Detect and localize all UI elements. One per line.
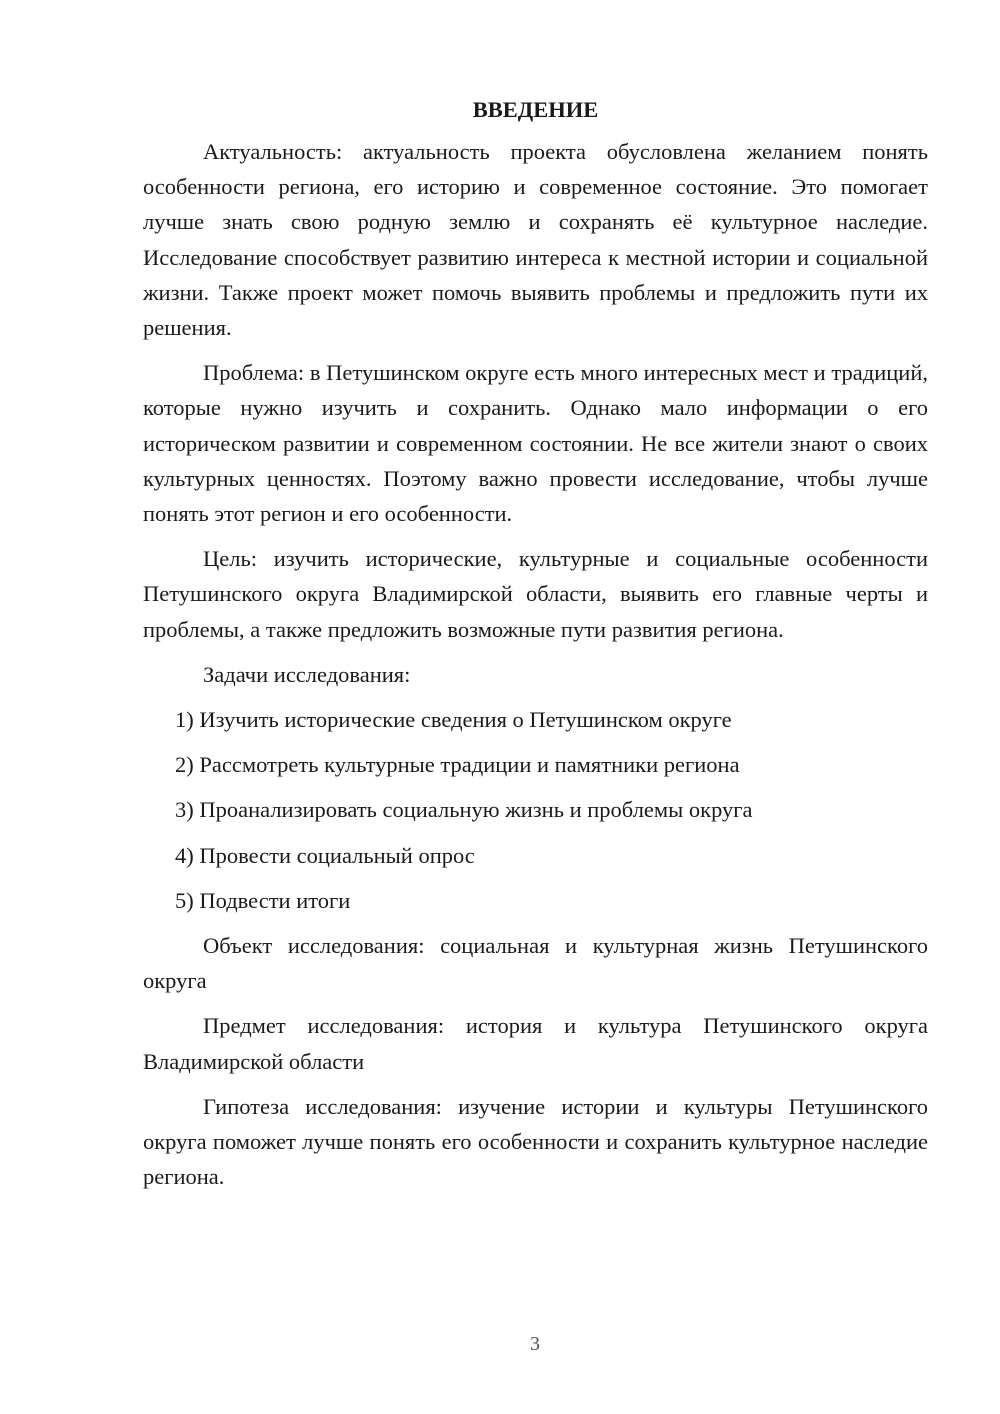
paragraph-object: Объект исследования: социальная и культурная жизнь Петушинского округа [143, 933, 928, 994]
task-item-3: 3) Проанализировать социальную жизнь и проблемы округа [175, 797, 753, 823]
page-title: ВВЕДЕНИЕ [472, 97, 599, 122]
page-number: 3 [530, 1333, 540, 1355]
task-item-2: 2) Рассмотреть культурные традиции и памятники региона [175, 752, 740, 778]
paragraph-goal: Цель: изучить исторические, культурные и социальные особенности Петушинского округа Владимирской области, выявить его главные черты и проблемы, а также предложить возможные пути развития региона. [143, 546, 928, 642]
document-page [143, 92, 928, 1204]
paragraph-subject: Предмет исследования: история и культура Петушинского округа Владимирской области [143, 1013, 928, 1074]
tasks-heading: Задачи исследования: [203, 661, 411, 687]
paragraph-relevance: Актуальность: актуальность проекта обусловлена желанием понять особенности региона, его историю и современное состояние. Это помогает лучше знать свою родную землю и сохранять её культурное наследие. Исследование способствует развитию интереса к местной истории и социальной жизни. Также проект может помочь выявить проблемы и предложить пути их решения. [143, 139, 928, 341]
paragraph-hypothesis: Гипотеза исследования: изучение истории и культуры Петушинского округа поможет лучше понять его особенности и сохранить культурное наследие региона. [143, 1093, 928, 1190]
task-item-4: 4) Провести социальный опрос [175, 842, 475, 868]
task-item-5: 5) Подвести итоги [175, 887, 351, 913]
task-item-1: 1) Изучить исторические сведения о Петушинском округе [175, 707, 732, 733]
paragraph-problem: Проблема: в Петушинском округе есть много интересных мест и традиций, которые нужно изучить и сохранить. Однако мало информации о его историческом развитии и современном состоянии. Не все жители знают о своих культурных ценностях. Поэтому важно провести исследование, чтобы лучше понять этот регион и его особенности. [143, 360, 928, 527]
